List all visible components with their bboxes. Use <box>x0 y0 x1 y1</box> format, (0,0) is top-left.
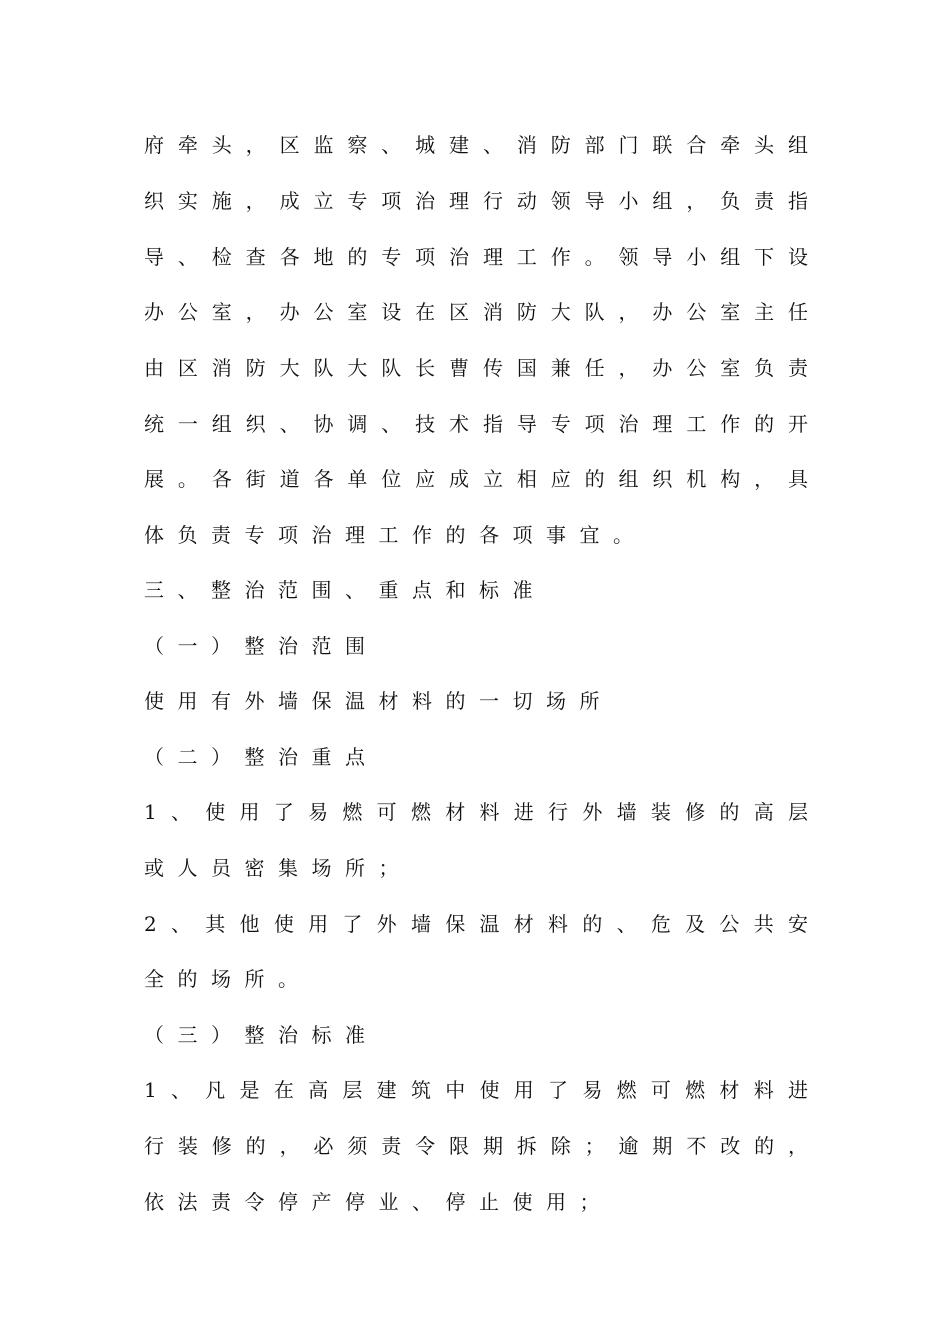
list-item-line-last: 全的场所。 <box>144 967 312 991</box>
subsection-heading: （一）整治范围 <box>144 634 379 658</box>
paragraph-line: 展。各街道各单位应成立相应的组织机构，具 <box>144 467 808 491</box>
list-item-line: 2、其他使用了外墙保温材料的、危及公共安 <box>144 912 808 936</box>
list-item-line-last: 依法责令停产停业、停止使用； <box>144 1190 613 1214</box>
paragraph-line-last: 体负责专项治理工作的各项事宜。 <box>144 523 647 547</box>
paragraph-line: 使用有外墙保温材料的一切场所 <box>144 689 613 713</box>
list-item-line-last: 或人员密集场所； <box>144 856 412 880</box>
subsection-heading: （二）整治重点 <box>144 745 379 769</box>
list-item-line: 行装修的，必须责令限期拆除；逾期不改的， <box>144 1134 808 1158</box>
paragraph-line: 由区消防大队大队长曹传国兼任，办公室负责 <box>144 356 808 380</box>
paragraph-line: 办公室，办公室设在区消防大队，办公室主任 <box>144 300 808 324</box>
subsection-heading: （三）整治标准 <box>144 1023 379 1047</box>
paragraph-line: 导、检查各地的专项治理工作。领导小组下设 <box>144 245 808 269</box>
paragraph-line: 织实施，成立专项治理行动领导小组，负责指 <box>144 189 808 213</box>
section-heading: 三、整治范围、重点和标准 <box>144 578 546 602</box>
list-item-line: 1、使用了易燃可燃材料进行外墙装修的高层 <box>144 800 808 824</box>
list-item-line: 1、凡是在高层建筑中使用了易燃可燃材料进 <box>144 1078 808 1102</box>
paragraph-line: 府牵头，区监察、城建、消防部门联合牵头组 <box>144 133 808 157</box>
paragraph-line: 统一组织、协调、技术指导专项治理工作的开 <box>144 412 808 436</box>
